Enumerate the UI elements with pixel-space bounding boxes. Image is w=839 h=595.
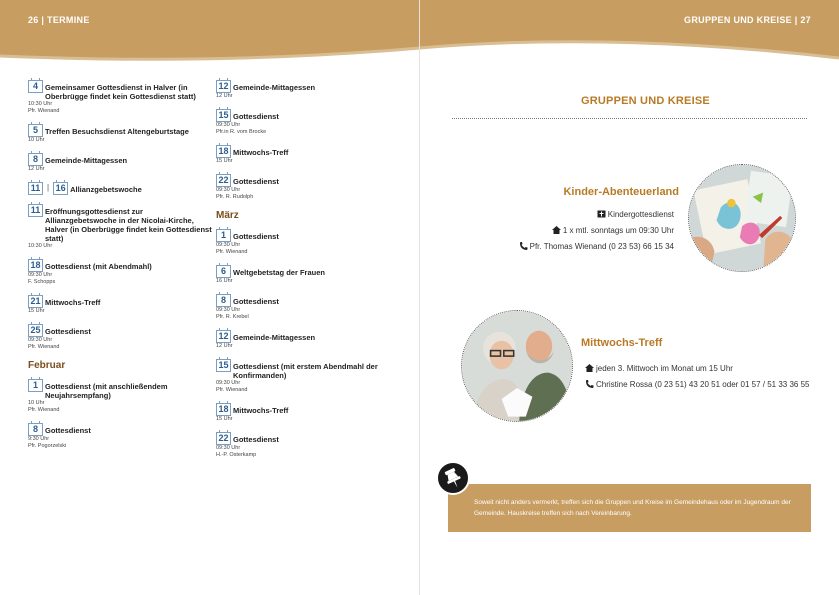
event-leader: Pfr. Pogorzelski: [28, 443, 67, 449]
event-title: Gottesdienst: [233, 112, 279, 121]
event-time: 09:30 Uhr: [28, 272, 53, 278]
event-title: Gottesdienst: [45, 327, 91, 336]
event-time: 15 Uhr: [28, 308, 45, 314]
group-schedule: 1 x mtl. sonntags um 09:30 Uhr: [562, 226, 674, 235]
calendar-icon: 5: [28, 124, 43, 137]
group-type: Kindergottesdienst: [607, 210, 674, 219]
home-icon: [585, 362, 594, 370]
calendar-icon: 15: [216, 109, 231, 122]
event-item: [28, 379, 213, 414]
group-info-kinder: [519, 207, 674, 255]
calendar-icon: 18: [216, 145, 231, 158]
calendar-icon: 18: [216, 403, 231, 416]
event-title: Allianzgebetswoche: [70, 185, 142, 194]
event-title: Gemeinde-Mittagessen: [233, 83, 316, 92]
event-item: [216, 265, 401, 285]
month-heading-march: März: [216, 210, 239, 221]
calendar-icon: 11: [28, 204, 43, 217]
event-leader: F. Schopps: [28, 279, 56, 285]
calendar-icon: 21: [28, 295, 43, 308]
event-time: 15 Uhr: [216, 158, 233, 164]
calendar-icon: 25: [28, 324, 43, 337]
event-time: 12 Uhr: [28, 166, 45, 172]
calendar-icon: 1: [28, 379, 43, 392]
event-title: Gottesdienst: [233, 435, 279, 444]
event-leader: H.-P. Osterkamp: [216, 452, 257, 458]
calendar-icon: 8: [216, 294, 231, 307]
event-item: [216, 403, 401, 423]
event-time: 09:30 Uhr: [216, 380, 241, 386]
event-item: [216, 359, 401, 394]
section-title: GRUPPEN UND KREISE: [581, 95, 710, 107]
date-separator: |: [47, 183, 50, 192]
group-name-mittwochs: Mittwochs-Treff: [581, 337, 663, 349]
event-title: Gemeinsamer Gottesdienst in Halver (in Oberbrügge findet kein Gottesdienst statt): [45, 83, 196, 101]
event-item: [28, 182, 213, 195]
page-header-left: 26 | TERMINE: [28, 15, 90, 25]
calendar-icon: 12: [216, 80, 231, 93]
kids-painting-photo: [688, 164, 796, 272]
calendar-icon: 12: [216, 330, 231, 343]
event-item: [28, 124, 213, 144]
event-time: 10 Uhr: [28, 137, 45, 143]
event-time: 09:30 Uhr: [216, 445, 241, 451]
info-note-text: Soweit nicht anders vermerkt, treffen sich die Gruppen und Kreise im Gemeindehaus oder im Jugendraum der Gemeinde. Hauskreise treffen sich nach Vereinbarung.: [474, 499, 791, 517]
events-column-middle: [216, 80, 401, 468]
event-time: 10:30 Uhr: [28, 243, 53, 249]
event-leader: Pfr. R. Krebel: [216, 314, 249, 320]
event-item: [28, 80, 213, 115]
event-item: [216, 80, 401, 100]
event-leader: Pfr. Wienand: [28, 407, 60, 413]
event-title: Gemeinde-Mittagessen: [45, 156, 128, 165]
event-leader: Pfr. Wienand: [216, 249, 248, 255]
calendar-icon: 15: [216, 359, 231, 372]
event-title: Gottesdienst: [233, 177, 279, 186]
event-item: [216, 294, 401, 321]
pushpin-icon: [436, 461, 470, 495]
event-leader: Pfr. R. Rudolph: [216, 194, 254, 200]
calendar-icon: 6: [216, 265, 231, 278]
calendar-icon: 8: [28, 423, 43, 436]
event-item: [28, 204, 213, 250]
event-item: [216, 229, 401, 256]
calendar-icon: 1: [216, 229, 231, 242]
page-gutter: [419, 0, 420, 595]
event-item: [28, 295, 213, 315]
event-title: Weltgebetstag der Frauen: [233, 268, 325, 277]
group-schedule: jeden 3. Mittwoch im Monat um 15 Uhr: [596, 364, 733, 373]
event-title: Gottesdienst: [233, 297, 279, 306]
event-time: 9:30 Uhr: [28, 436, 50, 442]
event-item: [28, 324, 213, 351]
calendar-icon: 16: [53, 182, 68, 195]
event-time: 10 Uhr: [28, 400, 45, 406]
event-title: Mittwochs-Treff: [233, 406, 289, 415]
event-time: 12 Uhr: [216, 93, 233, 99]
event-item: [216, 109, 401, 136]
event-title: Mittwochs-Treff: [45, 298, 101, 307]
calendar-icon: 4: [28, 80, 43, 93]
event-title: Gottesdienst (mit erstem Abendmahl der Konfirmanden): [233, 362, 378, 380]
event-time: 15 Uhr: [216, 416, 233, 422]
event-time: 16 Uhr: [216, 278, 233, 284]
event-title: Gottesdienst (mit Abendmahl): [45, 262, 152, 271]
event-time: 12 Uhr: [216, 343, 233, 349]
group-info-mittwochs: [585, 361, 809, 393]
event-item: [216, 330, 401, 350]
event-leader: Pfr. Wienand: [216, 387, 248, 393]
seniors-photo: [461, 310, 573, 422]
calendar-icon: 22: [216, 174, 231, 187]
calendar-icon: 18: [28, 259, 43, 272]
month-heading-february: Februar: [28, 360, 66, 371]
event-item: [28, 153, 213, 173]
event-item: [216, 145, 401, 165]
event-item: [216, 432, 401, 459]
calendar-icon: 22: [216, 432, 231, 445]
event-time: 09:30 Uhr: [216, 122, 241, 128]
event-title: Treffen Besuchsdienst Altengeburtstage: [45, 127, 189, 136]
event-time: 09:30 Uhr: [216, 187, 241, 193]
dotted-divider: [452, 118, 807, 119]
calendar-icon: 11: [28, 182, 43, 195]
calendar-icon: 8: [28, 153, 43, 166]
phone-icon: [585, 378, 594, 386]
event-item: [28, 423, 213, 450]
phone-icon: [519, 240, 528, 248]
church-icon: [597, 208, 606, 216]
group-contact: Pfr. Thomas Wienand (0 23 53) 66 15 34: [529, 242, 674, 251]
home-icon: [552, 224, 561, 232]
event-title: Gottesdienst (mit anschließendem Neujahrsempfang): [45, 382, 168, 400]
events-column-left: [28, 80, 213, 459]
page-header-right: GRUPPEN UND KREISE | 27: [684, 15, 811, 25]
event-title: Gemeinde-Mittagessen: [233, 333, 316, 342]
event-title: Eröffnungsgottesdienst zur Allianzgebetswoche in der Nicolai-Kirche, Halver (in Oberbrügge findet kein Gottesdienst statt): [45, 207, 212, 243]
event-time: 10:30 Uhr: [28, 101, 53, 107]
event-title: Gottesdienst: [45, 426, 91, 435]
event-leader: Pfr. Wienand: [28, 108, 60, 114]
group-contact: Christine Rossa (0 23 51) 43 20 51 oder 01 57 / 51 33 36 55: [596, 380, 810, 389]
event-leader: Pfr.in R. vom Brocke: [216, 129, 267, 135]
event-time: 09:30 Uhr: [28, 337, 53, 343]
event-item: [28, 259, 213, 286]
group-name-kinder: Kinder-Abenteuerland: [563, 186, 679, 198]
event-time: 09:30 Uhr: [216, 307, 241, 313]
event-title: Mittwochs-Treff: [233, 148, 289, 157]
event-leader: Pfr. Wienand: [28, 344, 60, 350]
event-item: [216, 174, 401, 201]
event-time: 09:30 Uhr: [216, 242, 241, 248]
event-title: Gottesdienst: [233, 232, 279, 241]
info-note-box: [448, 484, 811, 532]
